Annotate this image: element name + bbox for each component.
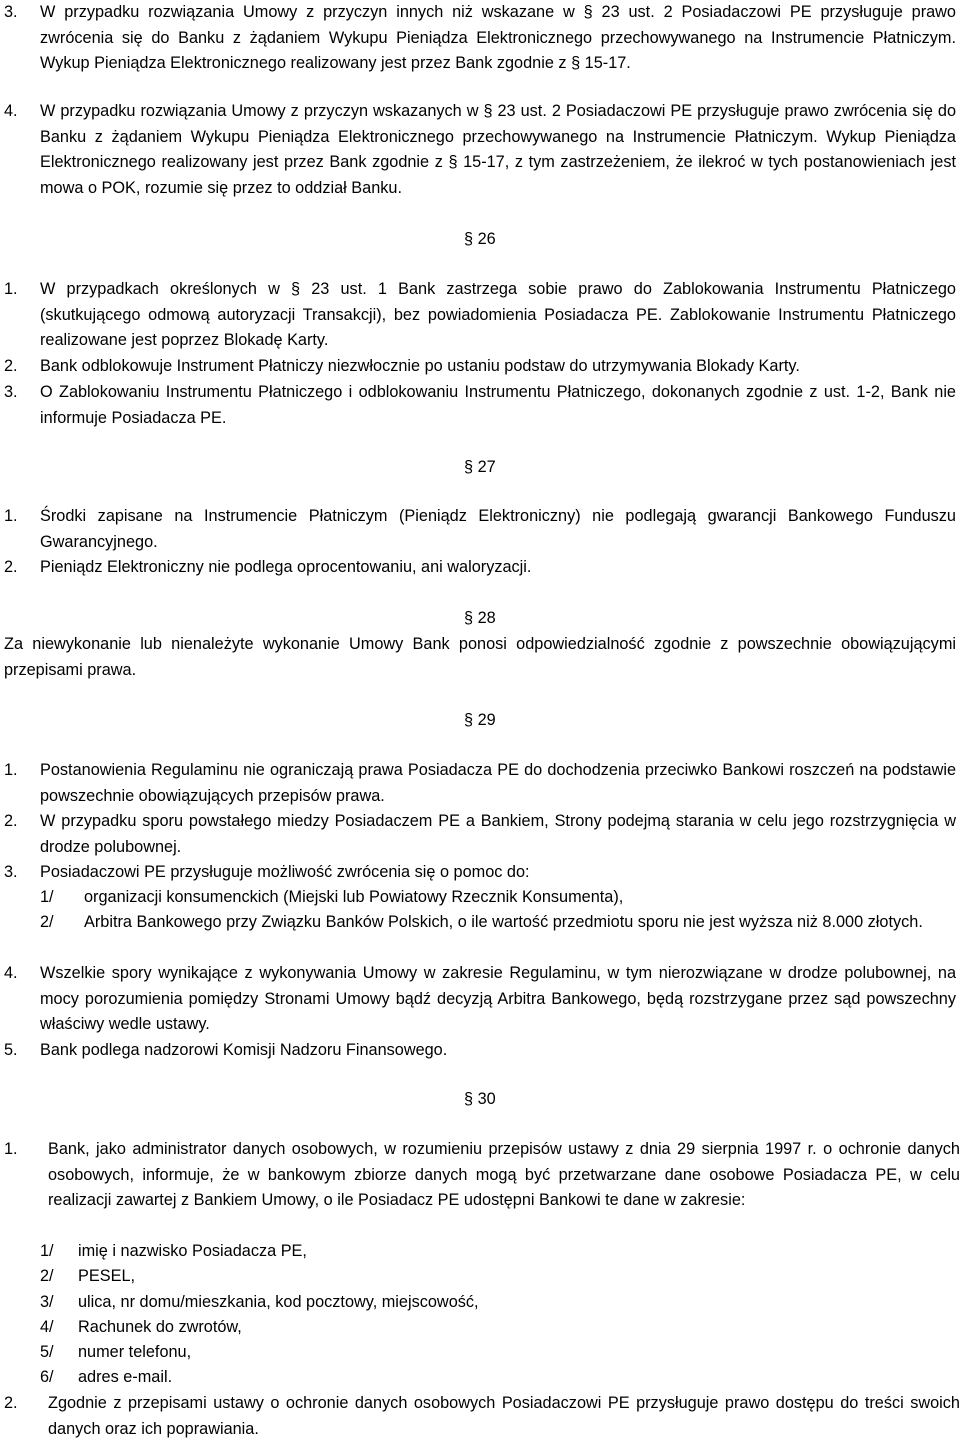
- section-heading: § 28: [464, 609, 496, 627]
- item-text: Postanowienia Regulaminu nie ograniczają prawa Posiadacza PE do dochodzenia przeciwko Bankowi roszczeń na podstawie powszechnie obowiązujących przepisów prawa.: [40, 761, 956, 805]
- item-text: Bank odblokowuje Instrument Płatniczy niezwłocznie po ustaniu podstaw do utrzymywania Blokady Karty.: [40, 357, 800, 375]
- sub-item-number: 1/: [40, 1242, 54, 1260]
- item-number: 3.: [4, 863, 18, 881]
- sub-list-item: [40, 1315, 956, 1341]
- sub-item-text: imię i nazwisko Posiadacza PE,: [78, 1242, 307, 1260]
- sub-list-item: [40, 910, 956, 936]
- paragraph-item: [4, 277, 956, 354]
- paragraph-item: [4, 860, 956, 886]
- sub-item-text: Arbitra Bankowego przy Związku Banków Polskich, o ile wartość przedmiotu sporu nie jest wyższa niż 8.000 złotych.: [84, 913, 923, 931]
- item-number: 2.: [4, 357, 18, 375]
- item-number: 2.: [4, 1394, 18, 1412]
- item-number: 3.: [4, 3, 18, 21]
- sub-list-item: [40, 1264, 956, 1290]
- item-text: Zgodnie z przepisami ustawy o ochronie danych osobowych Posiadaczowi PE przysługuje prawo dostępu do treści swoich danych oraz ich poprawiania.: [48, 1394, 960, 1438]
- paragraph-item: [4, 1137, 960, 1214]
- paragraph-item: [4, 354, 956, 380]
- paragraph-item: [4, 99, 956, 201]
- paragraph-item: [4, 380, 956, 431]
- sub-item-text: ulica, nr domu/mieszkania, kod pocztowy, miejscowość,: [78, 1293, 479, 1311]
- item-text: Posiadaczowi PE przysługuje możliwość zwrócenia się o pomoc do:: [40, 863, 530, 881]
- sub-item-number: 4/: [40, 1318, 54, 1336]
- sub-item-text: numer telefonu,: [78, 1343, 192, 1361]
- item-number: 4.: [4, 102, 18, 120]
- paragraph-item: [4, 1391, 960, 1442]
- sub-item-number: 5/: [40, 1343, 54, 1361]
- item-number: 2.: [4, 558, 18, 576]
- sub-item-text: PESEL,: [78, 1267, 136, 1285]
- section-heading: § 26: [464, 230, 496, 248]
- sub-item-number: 6/: [40, 1368, 54, 1386]
- item-text: Pieniądz Elektroniczny nie podlega oprocentowaniu, ani waloryzacji.: [40, 558, 532, 576]
- item-number: 2.: [4, 812, 18, 830]
- item-number: 4.: [4, 964, 18, 982]
- sub-item-text: organizacji konsumenckich (Miejski lub Powiatowy Rzecznik Konsumenta),: [84, 888, 624, 906]
- paragraph-item: [4, 555, 956, 581]
- paragraph-item: [4, 0, 956, 77]
- paragraph-item: [4, 809, 956, 860]
- sub-item-text: Rachunek do zwrotów,: [78, 1318, 242, 1336]
- sub-item-text: adres e-mail.: [78, 1368, 173, 1386]
- section-heading: § 30: [464, 1090, 496, 1108]
- paragraph-item: [4, 1038, 956, 1064]
- paragraph-item: [4, 504, 956, 555]
- section-heading: § 27: [464, 458, 496, 476]
- paragraph-item: [4, 961, 956, 1038]
- item-text: Bank, jako administrator danych osobowych, w rozumieniu przepisów ustawy z dnia 29 sierpnia 1997 r. o ochronie danych osobowych, informuje, że w bankowym zbiorze danych mogą być przetwarzane dane osobowe Posiadacza PE, w celu realizacji zawartej z Bankiem Umowy, o ile Posiadacz PE udostępni Bankowi te dane w zakresie:: [48, 1140, 960, 1210]
- item-text: W przypadku sporu powstałego miedzy Posiadaczem PE a Bankiem, Strony podejmą starania w celu jego rozstrzygnięcia w drodze polubownej.: [40, 812, 956, 856]
- sub-item-number: 2/: [40, 1267, 54, 1285]
- item-number: 1.: [4, 1140, 18, 1158]
- item-number: 1.: [4, 280, 18, 298]
- item-text: Wszelkie spory wynikające z wykonywania Umowy w zakresie Regulaminu, w tym nierozwiązane w drodze polubownej, na mocy porozumienia pomiędzy Stronami Umowy bądź decyzją Arbitra Bankowego, będą rozstrzygane przez sąd powszechny właściwy wedle ustawy.: [40, 964, 956, 1034]
- item-number: 1.: [4, 761, 18, 779]
- item-number: 3.: [4, 383, 18, 401]
- item-text: Środki zapisane na Instrumencie Płatniczym (Pieniądz Elektroniczny) nie podlegają gwarancji Bankowego Funduszu Gwarancyjnego.: [40, 507, 956, 551]
- section-heading: § 29: [464, 711, 496, 729]
- sub-list-item: [40, 885, 956, 911]
- sub-list-item: [40, 1365, 956, 1391]
- sub-item-number: 3/: [40, 1293, 54, 1311]
- item-number: 5.: [4, 1041, 18, 1059]
- item-text: W przypadku rozwiązania Umowy z przyczyn innych niż wskazane w § 23 ust. 2 Posiadaczowi PE przysługuje prawo zwrócenia się do Banku z żądaniem Wykupu Pieniądza Elektronicznego przechowywanego na Instrumencie Płatniczym. Wykup Pieniądza Elektronicznego realizowany jest przez Bank zgodnie z § 15-17.: [40, 3, 956, 73]
- item-text: O Zablokowaniu Instrumentu Płatniczego i odblokowaniu Instrumentu Płatniczego, dokonanych zgodnie z ust. 1-2, Bank nie informuje Posiadacza PE.: [40, 383, 956, 427]
- sub-list-item: [40, 1290, 956, 1316]
- sub-list-item: [40, 1340, 956, 1366]
- item-text: W przypadku rozwiązania Umowy z przyczyn wskazanych w § 23 ust. 2 Posiadaczowi PE przysługuje prawo zwrócenia się do Banku z żądaniem Wykupu Pieniądza Elektronicznego przechowywanego na Instrumencie Płatniczym. Wykup Pieniądza Elektronicznego realizowany jest przez Bank zgodnie z § 15-17, z tym zastrzeżeniem, że ilekroć w tych postanowieniach jest mowa o POK, rozumie się przez to oddział Banku.: [40, 102, 956, 197]
- item-text: Bank podlega nadzorowi Komisji Nadzoru Finansowego.: [40, 1041, 448, 1059]
- paragraph-text: Za niewykonanie lub nienależyte wykonanie Umowy Bank ponosi odpowiedzialność zgodnie z powszechnie obowiązującymi przepisami prawa.: [4, 635, 956, 679]
- sub-item-number: 2/: [40, 913, 54, 931]
- item-text: W przypadkach określonych w § 23 ust. 1 Bank zastrzega sobie prawo do Zablokowania Instrumentu Płatniczego (skutkującego odmową autoryzacji Transakcji), bez powiadomienia Posiadacza PE. Zablokowanie Instrumentu Płatniczego realizowane jest poprzez Blokadę Karty.: [40, 280, 956, 350]
- paragraph-item: [4, 758, 956, 809]
- item-number: 1.: [4, 507, 18, 525]
- sub-item-number: 1/: [40, 888, 54, 906]
- sub-list-item: [40, 1239, 956, 1265]
